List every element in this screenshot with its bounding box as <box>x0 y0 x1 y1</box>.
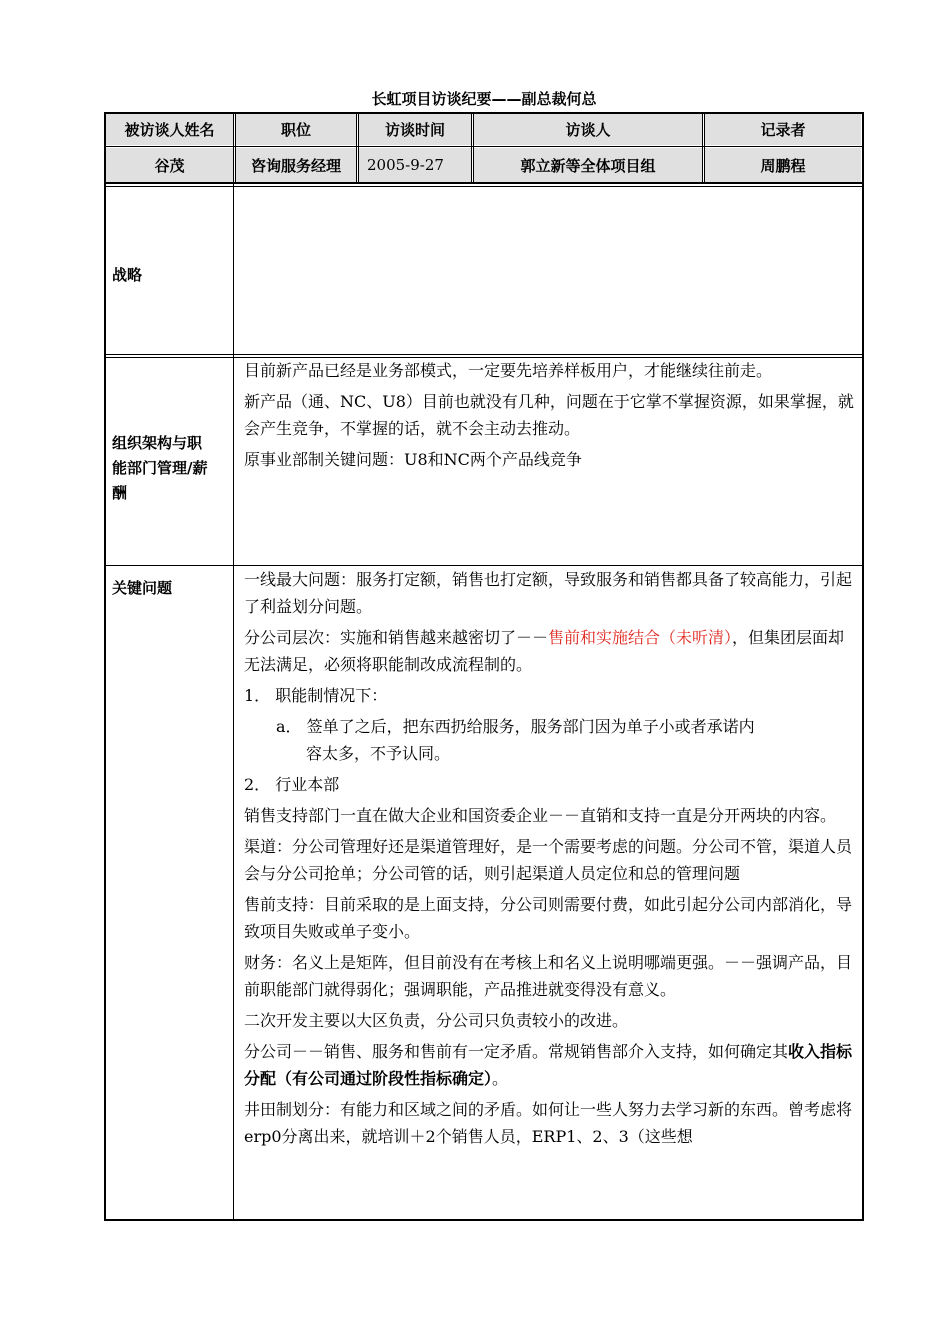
lettered-item-line: a． 签单了之后，把东西扔给服务，服务部门因为单子小或者承诺内 <box>276 717 755 736</box>
interview-date: 2005-9-27 <box>359 148 471 182</box>
table-border <box>702 112 703 184</box>
key-paragraph <box>244 1038 860 1092</box>
key-paragraph: 财务：名义上是矩阵，但目前没有在考核上和名义上说明哪端更强。－－强调产品，目前职能部门就得弱化；强调职能，产品推进就变得没有意义。 <box>244 953 853 999</box>
key-paragraph: 一线最大问题：服务打定额，销售也打定额，导致服务和销售都具备了较高能力，引起了利益划分问题。 <box>244 570 853 616</box>
header-position-label: 职位 <box>236 114 356 145</box>
org-label-line: 酬 <box>112 484 128 502</box>
interviewee-name: 谷茂 <box>106 148 233 182</box>
strategy-label: 战略 <box>112 266 143 284</box>
table-border <box>104 112 106 1221</box>
interviewers: 郭立新等全体项目组 <box>474 148 702 182</box>
table-border <box>704 112 705 184</box>
table-border <box>104 182 864 184</box>
org-label-line: 组织架构与职 <box>112 434 203 452</box>
numbered-item: 1． 职能制情况下： <box>244 686 388 705</box>
numbered-item: 2． 行业本部 <box>244 775 340 794</box>
header-name-label: 被访谈人姓名 <box>106 114 233 145</box>
key-paragraph: 渠道：分公司管理好还是渠道管理好，是一个需要考虑的问题。分公司不管，渠道人员会与分公司抢单；分公司管的话，则引起渠道人员定位和总的管理问题 <box>244 837 853 883</box>
org-label-line: 能部门管理/薪 <box>112 459 208 477</box>
key-paragraph <box>244 624 860 678</box>
table-border <box>471 112 472 184</box>
table-border <box>104 186 864 187</box>
table-border <box>358 112 359 184</box>
org-paragraph: 新产品（通、NC、U8）目前也就没有几种，问题在于它掌不掌握资源，如果掌握，就会产生竞争，不掌握的话，就不会主动去推动。 <box>244 392 854 438</box>
unclear-note: 售前和实施结合（未听清） <box>548 628 733 647</box>
header-recorder-label: 记录者 <box>705 114 861 145</box>
key-text: 分公司层次：实施和销售越来越密切了－－ <box>244 628 549 647</box>
key-issues-label: 关键问题 <box>112 579 173 597</box>
org-content <box>244 357 860 477</box>
key-paragraph: 售前支持：目前采取的是上面支持，分公司则需要付费，如此引起分公司内部消化，导致项目失败或单子变小。 <box>244 895 853 941</box>
recorder: 周鹏程 <box>705 148 861 182</box>
key-paragraph: 井田制划分：有能力和区域之间的矛盾。如何让一些人努力去学习新的东西。曾考虑将erp0分离出来，就培训＋2个销售人员，ERP1、2、3（这些想 <box>244 1100 853 1146</box>
table-border <box>104 112 864 114</box>
org-paragraph: 原事业部制关键问题：U8和NC两个产品线竞争 <box>244 450 582 469</box>
document-title: 长虹项目访谈纪要——副总裁何总 <box>371 90 597 108</box>
table-border <box>473 112 474 184</box>
org-label <box>112 431 230 506</box>
key-issues-content <box>244 566 860 1154</box>
interviewee-position: 咨询服务经理 <box>236 148 356 182</box>
lettered-item-line: 容太多，不予认同。 <box>306 744 451 763</box>
key-paragraph: 二次开发主要以大区负责，分公司只负责较小的改进。 <box>244 1011 629 1030</box>
key-paragraph: 销售支持部门一直在做大企业和国资委企业－－直销和支持一直是分开两块的内容。 <box>244 806 837 825</box>
key-text: 分公司－－销售、服务和售前有一定矛盾。常规销售部介入支持，如何确定其 <box>244 1042 789 1061</box>
lettered-item <box>244 713 860 767</box>
table-border <box>104 1219 864 1221</box>
header-interviewer-label: 访谈人 <box>474 114 702 145</box>
table-border <box>356 112 357 184</box>
table-border <box>233 112 234 1221</box>
table-border <box>235 112 236 184</box>
header-time-label: 访谈时间 <box>359 114 471 145</box>
table-border <box>104 354 864 355</box>
key-text: 。 <box>492 1069 509 1088</box>
org-paragraph: 目前新产品已经是业务部模式，一定要先培养样板用户，才能继续往前走。 <box>244 361 773 380</box>
table-border <box>104 146 864 147</box>
key-text: ，但集团层面却无法满足，必须将职能制改成流程制的。 <box>244 628 845 674</box>
table-border <box>862 112 864 1221</box>
emphasis-text: 收入指标分配（有公司通过阶段性指标确定） <box>244 1042 853 1088</box>
